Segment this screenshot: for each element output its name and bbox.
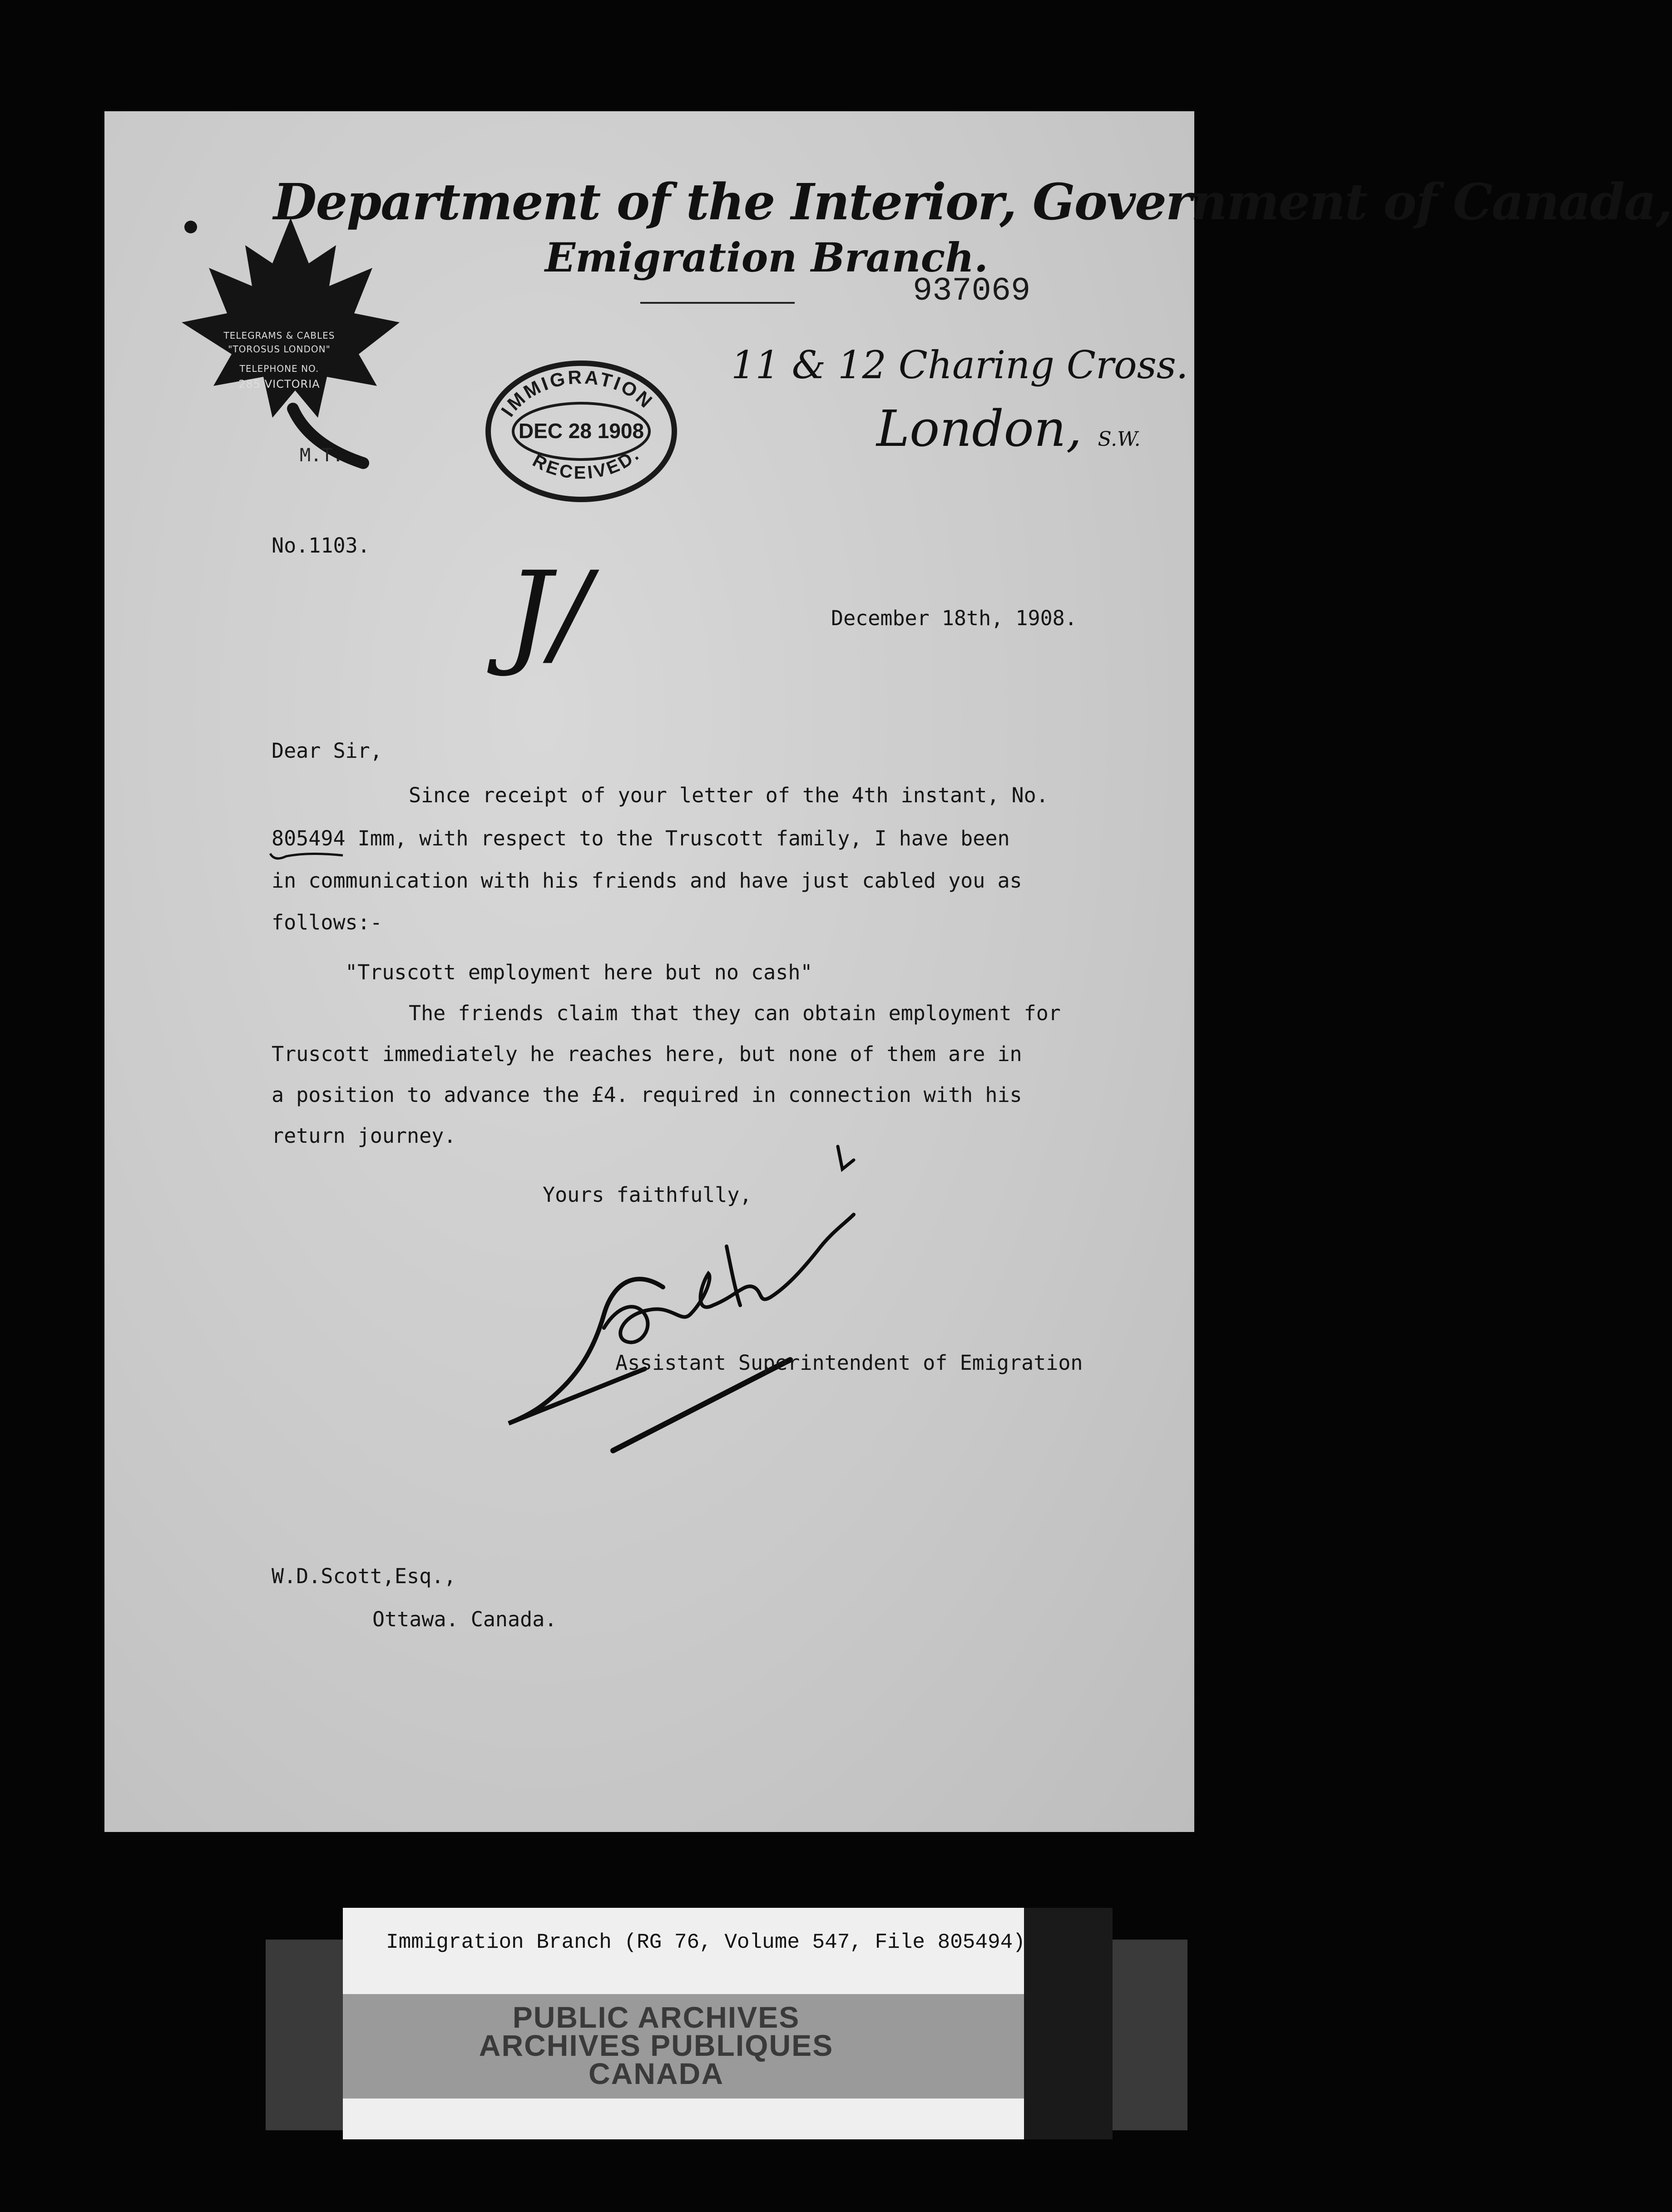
- archive-stamp-line-2: ARCHIVES PUBLIQUES: [479, 2029, 834, 2062]
- heading-rule: [640, 302, 795, 304]
- body-line-2: 805494 Imm, with respect to the Truscott family, I have been: [272, 826, 1010, 850]
- address-line-1: 11 & 12 Charing Cross.: [731, 343, 1188, 387]
- signature: [500, 1133, 863, 1460]
- archive-reference-card: [343, 1908, 1024, 1994]
- archive-stamp-line-3: CANADA: [589, 2057, 724, 2090]
- handwritten-underline: [268, 848, 345, 862]
- letter-number: No.1103.: [272, 533, 370, 558]
- department-heading: Department of the Interior, Government of Canada,: [273, 173, 1672, 231]
- handwritten-mark: J/: [506, 547, 590, 679]
- archive-stamp-band: [343, 1994, 1024, 2098]
- received-stamp: [477, 352, 686, 506]
- addressee-location: Ottawa. Canada.: [372, 1607, 557, 1631]
- telegram-info-4: 285 VICTORIA: [238, 378, 320, 390]
- signer-title: Assistant Superintendent of Emigration: [615, 1351, 1083, 1375]
- archive-label-bottom: [343, 2098, 1024, 2139]
- archive-stamp: [452, 2000, 861, 2090]
- body-line-3: in communication with his friends and have just cabled you as: [272, 869, 1022, 893]
- salutation: Dear Sir,: [272, 739, 382, 763]
- archive-reference: Immigration Branch (RG 76, Volume 547, File 805494): [386, 1931, 1025, 1954]
- branch-heading: Emigration Branch.: [545, 234, 988, 281]
- archive-stamp-line-1: PUBLIC ARCHIVES: [512, 2000, 800, 2034]
- body-line-7: Truscott immediately he reaches here, but none of them are in: [272, 1042, 1022, 1066]
- reference-number: 937069: [913, 272, 1031, 310]
- svg-text:RECEIVED.: [529, 444, 644, 483]
- initials: M.T.: [300, 445, 344, 466]
- body-line-8: a position to advance the £4. required in connection with his: [272, 1083, 1022, 1107]
- address-city: London,: [876, 400, 1082, 458]
- stamp-top-text: IMMIGRATION: [496, 366, 658, 421]
- letter-page: [104, 111, 1672, 1832]
- telegram-info-2: "TOROSUS LONDON": [228, 344, 331, 355]
- address-suffix: S.W.: [1098, 428, 1141, 451]
- cable-text: "Truscott employment here but no cash": [345, 960, 813, 984]
- telegram-info-1: TELEGRAMS & CABLES: [223, 330, 335, 341]
- address-line-2: [876, 400, 1141, 458]
- closing: Yours faithfully,: [543, 1183, 752, 1207]
- body-line-6: The friends claim that they can obtain employment for: [409, 1001, 1061, 1025]
- stamp-bottom-text: RECEIVED.: [529, 444, 644, 483]
- archive-label: [343, 1908, 1113, 2139]
- body-line-4: follows:-: [272, 910, 382, 934]
- letter-date: December 18th, 1908.: [831, 606, 1077, 630]
- telegram-info-3: TELEPHONE NO.: [239, 363, 319, 374]
- stamp-date: DEC 28 1908: [518, 419, 644, 443]
- addressee: W.D.Scott,Esq.,: [272, 1564, 456, 1588]
- body-line-9: return journey.: [272, 1124, 456, 1148]
- body-line-1: Since receipt of your letter of the 4th instant, No.: [409, 783, 1049, 807]
